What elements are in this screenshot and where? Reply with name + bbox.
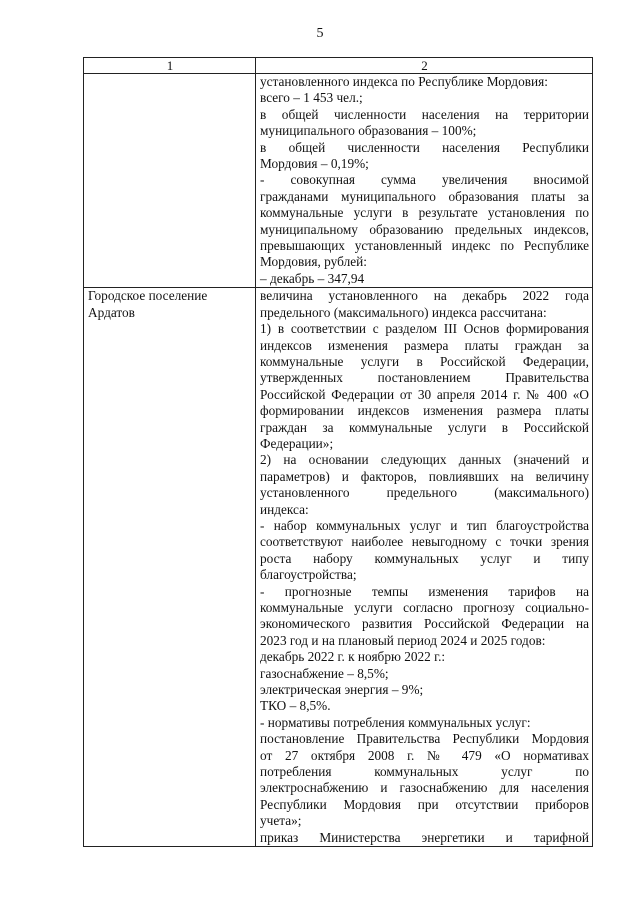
- text-line: экономического развития Российской Федерации на: [260, 616, 589, 632]
- text-line: Российской Федерации от 30 апреля 2014 г. № 400 «О: [260, 386, 589, 402]
- text-line: величина установленного на декабрь 2022 года: [260, 288, 589, 304]
- text-line: декабрь 2022 г. к ноябрю 2022 г.:: [260, 649, 446, 665]
- text-line: утвержденных постановлением Правительства: [260, 370, 589, 386]
- table-header-row: [84, 58, 593, 74]
- text-line: постановление Правительства Республики Мордовия: [260, 731, 589, 747]
- text-line: гражданами муниципального образования платы за: [260, 188, 589, 204]
- text-line: граждан за коммунальные услуги в Российской: [260, 419, 589, 435]
- row1-settlement-cell: [84, 74, 256, 288]
- text-line: установленного индекса по Республике Мордовия:: [260, 74, 548, 89]
- text-line: в общей численности населения на территории: [260, 106, 589, 122]
- text-line: коммунальные услуги согласно прогнозу социально-: [260, 600, 589, 615]
- text-line: установленного предельного (максимального): [260, 485, 589, 501]
- text-line: предельного (максимального) индекса рассчитана:: [260, 304, 547, 320]
- text-line: - совокупная сумма увеличения вносимой: [260, 172, 589, 188]
- text-line: всего – 1 453 чел.;: [260, 90, 363, 106]
- page-number: 5: [316, 26, 324, 41]
- text-line: роста набору коммунальных услуг и типу: [260, 550, 589, 566]
- text-line: 2023 год и на плановый период 2024 и 2025 годов:: [260, 632, 546, 648]
- text-line: - нормативы потребления коммунальных услуг:: [260, 714, 531, 730]
- text-line: потребления коммунальных услуг по: [260, 764, 589, 780]
- text-line: коммунальные услуги в результате установления по: [260, 205, 589, 221]
- text-line: в общей численности населения Республики: [260, 139, 589, 155]
- text-line: электроснабжению и газоснабжению для населения: [260, 780, 589, 796]
- text-line: соответствуют наиболее невыгодному с точки зрения: [260, 534, 589, 550]
- text-line: приказ Министерства энергетики и тарифной: [260, 829, 589, 845]
- text-line: Мордовия – 0,19%;: [260, 156, 369, 172]
- text-line: Мордовия, рублей:: [260, 254, 367, 270]
- data-table: [83, 57, 593, 847]
- text-line: коммунальные услуги в Российской Федерации,: [260, 353, 589, 369]
- table-row: [84, 74, 593, 288]
- text-line: электрическая энергия – 9%;: [260, 682, 424, 698]
- text-line: учета»;: [260, 813, 302, 829]
- text-line: муниципальному образованию предельных индексов,: [260, 221, 589, 237]
- text-line: индекса:: [260, 501, 309, 517]
- column-header-1: 1: [84, 58, 256, 74]
- text-line: – декабрь – 347,94: [260, 270, 365, 286]
- text-line: газоснабжение – 8,5%;: [260, 665, 389, 681]
- text-line: 2) на основании следующих данных (значений и: [260, 452, 589, 468]
- text-line: 1) в соответствии с разделом III Основ формирования: [260, 321, 589, 337]
- text-line: Федерации»;: [260, 435, 334, 451]
- column-header-2: 2: [256, 58, 593, 74]
- table-row: [84, 288, 593, 847]
- text-line: благоустройства;: [260, 567, 357, 583]
- row2-description-cell: [256, 288, 593, 847]
- text-line: превышающих установленный индекс по Республике: [260, 238, 589, 254]
- text-line: - прогнозные темпы изменения тарифов на: [260, 583, 589, 599]
- text-line: индексов изменения размера платы граждан за: [260, 337, 589, 353]
- text-line: ТКО – 8,5%.: [260, 698, 331, 714]
- text-line: - набор коммунальных услуг и тип благоустройства: [260, 517, 589, 533]
- text-line: от 27 октября 2008 г. № 479 «О нормативах: [260, 747, 589, 763]
- text-line: муниципального образования – 100%;: [260, 123, 477, 139]
- text-line: формировании индексов изменения размера платы: [260, 403, 589, 419]
- text-line: Республики Мордовия при отсутствии приборов: [260, 796, 589, 812]
- text-line: параметров) и факторов, повлиявших на величину: [260, 468, 589, 484]
- row1-description-cell: [256, 74, 593, 288]
- row2-settlement-cell: Городское поселение Ардатов: [84, 288, 256, 847]
